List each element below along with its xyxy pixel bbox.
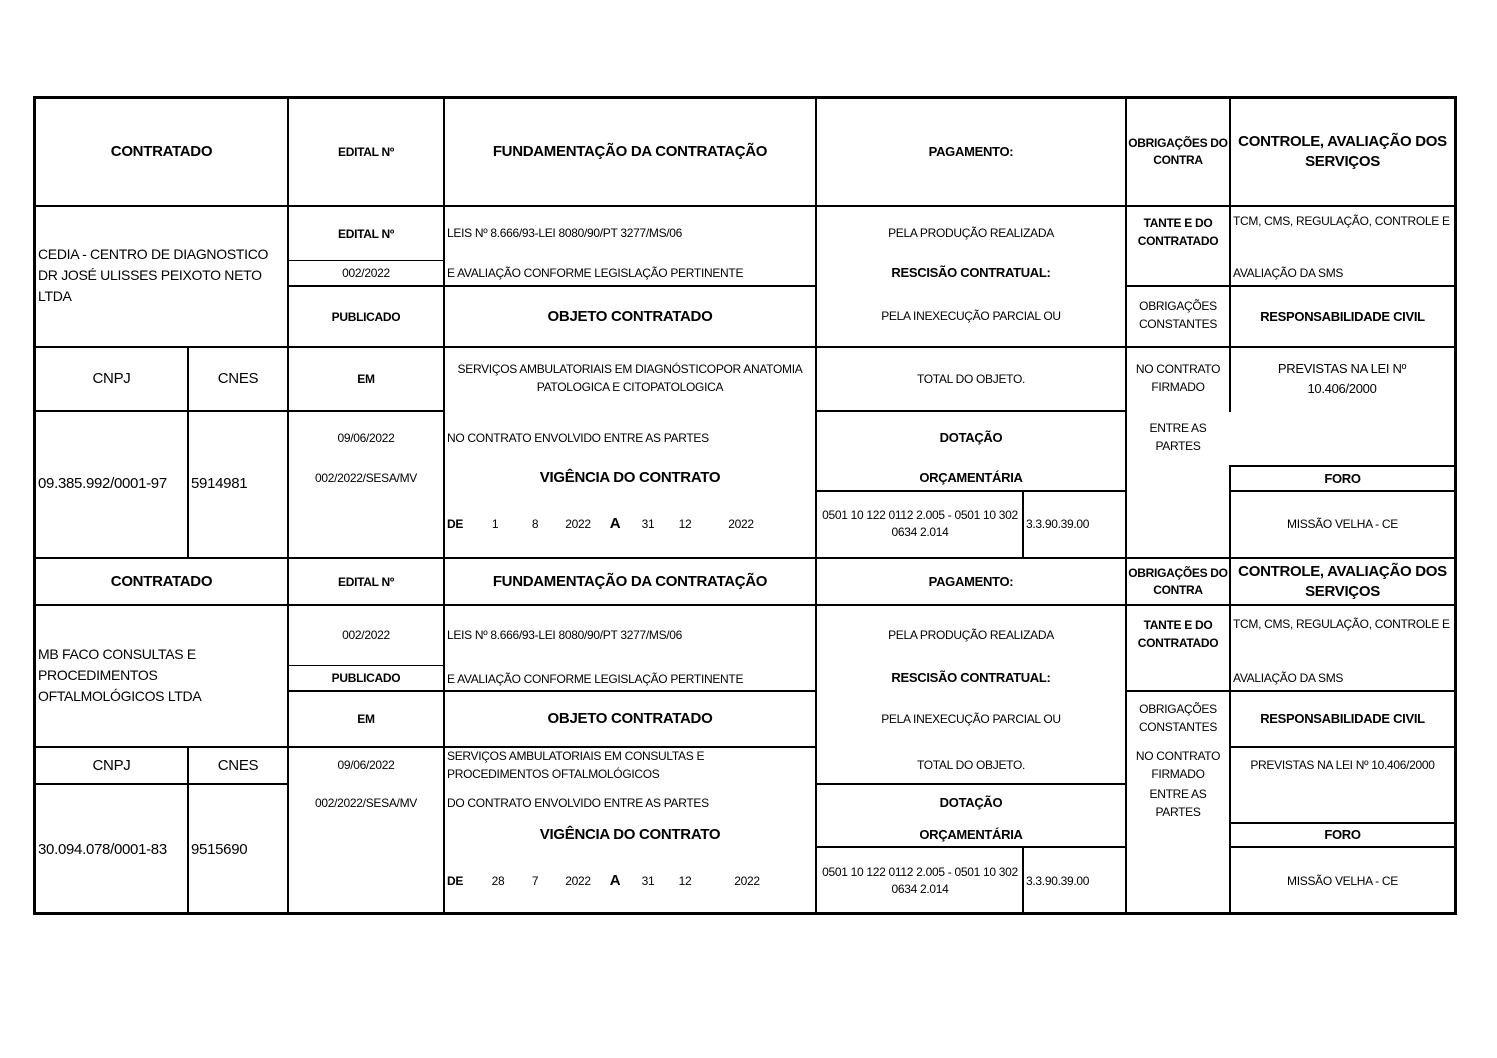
s1-obrig-partes: ENTRE AS PARTES xyxy=(1149,421,1207,453)
s1-dotacao-code: 0501 10 122 0112 2.005 - 0501 10 302 0634 2.014 xyxy=(822,508,1018,539)
s2-vig-m2: 12 xyxy=(678,874,692,888)
s2-pagamento-header: PAGAMENTO: xyxy=(928,573,1014,589)
s2-vig-a: A xyxy=(609,872,621,889)
s1-objeto-header: OBJETO CONTRATADO xyxy=(547,307,713,325)
s1-vig-m1: 8 xyxy=(531,517,539,531)
s2-header-line xyxy=(33,604,1457,606)
s2-publicado-date: 09/06/2022 xyxy=(337,758,395,772)
s2-objeto-header: OBJETO CONTRATADO xyxy=(547,710,713,727)
s2-dotacao-code: 0501 10 122 0112 2.005 - 0501 10 302 0634 2.014 xyxy=(822,865,1018,896)
s2-vig-m1: 7 xyxy=(531,874,539,888)
s1-vig-m2: 12 xyxy=(678,517,692,531)
s1-vigencia-header: VIGÊNCIA DO CONTRATO xyxy=(539,469,721,486)
s2-cnpj-label: CNPJ xyxy=(92,756,131,774)
s2-avaliacao-line: E AVALIAÇÃO CONFORME LEGISLAÇÃO PERTINENTE xyxy=(447,672,744,686)
s1-dotacao-elemento: 3.3.90.39.00 xyxy=(1026,517,1090,531)
s1-rescisao-header: RESCISÃO CONTRATUAL: xyxy=(891,265,1051,280)
s2-obrig-constantes: OBRIGAÇÕES CONSTANTES xyxy=(1138,702,1218,734)
s1-obrig-tante: TANTE E DO CONTRATADO xyxy=(1137,216,1219,248)
s2-em-label: EM xyxy=(357,712,375,726)
s2-cnpj-value: 30.094.078/0001-83 xyxy=(38,841,167,858)
s2-cnes-label: CNES xyxy=(217,756,259,774)
s2-line-g xyxy=(33,783,289,785)
s2-obrig-tante: TANTE E DO CONTRATADO xyxy=(1137,618,1219,650)
s1-obrig-constantes: OBRIGAÇÕES CONSTANTES xyxy=(1138,299,1218,331)
s1-resp-text: PREVISTAS NA LEI Nº 10.406/2000 xyxy=(1277,361,1407,396)
s1-obrig-firmado: NO CONTRATO FIRMADO xyxy=(1135,362,1221,394)
s1-vig-d1: 1 xyxy=(491,517,499,531)
s2-dotacao-1: DOTAÇÃO xyxy=(939,795,1003,810)
s2-controle-line2: AVALIAÇÃO DA SMS xyxy=(1233,671,1344,685)
s2-controle-line1: TCM, CMS, REGULAÇÃO, CONTROLE E xyxy=(1233,617,1450,631)
s2-vig-y1: 2022 xyxy=(565,874,591,888)
border-left xyxy=(33,96,36,915)
s2-contratado-header: CONTRATADO xyxy=(110,572,213,590)
border-bottom xyxy=(33,912,1457,915)
s2-contrato-partes: DO CONTRATO ENVOLVIDO ENTRE AS PARTES xyxy=(447,796,709,810)
s1-edital-header: EDITAL Nº xyxy=(338,145,394,159)
s2-vig-y2: 2022 xyxy=(734,874,760,888)
s1-controle-line1: TCM, CMS, REGULAÇÃO, CONTROLE E xyxy=(1233,214,1450,228)
s2-contratado-name: MB FACO CONSULTAS E PROCEDIMENTOS OFTALMOLÓGICOS LTDA xyxy=(38,646,202,704)
s1-contrato-partes: NO CONTRATO ENVOLVIDO ENTRE AS PARTES xyxy=(447,431,709,445)
s1-cnpj-value: 09.385.992/0001-97 xyxy=(38,475,167,492)
s2-obrig-partes: ENTRE AS PARTES xyxy=(1149,787,1207,819)
s1-edital-code: 002/2022/SESA/MV xyxy=(315,471,417,485)
s2-fundamentacao-header: FUNDAMENTAÇÃO DA CONTRATAÇÃO xyxy=(492,572,768,590)
s1-cnes-label: CNES xyxy=(217,370,259,387)
s2-cnes-value: 9515690 xyxy=(191,841,248,858)
s1-fundamentacao-header: FUNDAMENTAÇÃO DA CONTRATAÇÃO xyxy=(492,143,768,160)
s2-line-f xyxy=(1229,746,1457,748)
s2-edital-code: 002/2022/SESA/MV xyxy=(315,796,417,810)
s2-leis-line: LEIS Nº 8.666/93-LEI 8080/90/PT 3277/MS/06 xyxy=(447,628,683,642)
s2-publicado-label: PUBLICADO xyxy=(331,671,401,685)
s1-objeto-text: SERVIÇOS AMBULATORIAIS EM DIAGNÓSTICOPOR ANATOMIA PATOLOGICA E CITOPATOLOGICA xyxy=(457,362,803,394)
s1-controle-header: CONTROLE, AVALIAÇÃO DOS SERVIÇOS xyxy=(1238,133,1447,170)
s1-avaliacao-line: E AVALIAÇÃO CONFORME LEGISLAÇÃO PERTINENTE xyxy=(447,266,744,280)
s1-pagamento-header: PAGAMENTO: xyxy=(928,144,1014,159)
s2-vig-d1: 28 xyxy=(491,874,505,888)
s1-dotacao-2: ORÇAMENTÁRIA xyxy=(919,470,1023,485)
s2-pagamento-line: PELA PRODUÇÃO REALIZADA xyxy=(888,628,1054,642)
s2-vig-d2: 31 xyxy=(641,874,655,888)
s1-header-line xyxy=(33,205,1457,207)
s1-publicado-date: 09/06/2022 xyxy=(337,431,395,445)
s2-dotacao-elemento: 3.3.90.39.00 xyxy=(1026,874,1090,888)
s2-edital-header: EDITAL Nº xyxy=(338,574,394,589)
s2-foro-header: FORO xyxy=(1324,827,1361,842)
s1-resp-header: RESPONSABILIDADE CIVIL xyxy=(1260,308,1425,324)
s2-vigencia-header: VIGÊNCIA DO CONTRATO xyxy=(539,826,721,843)
s2-obrig-firmado: NO CONTRATO FIRMADO xyxy=(1135,749,1221,781)
s1-line-i xyxy=(1229,490,1457,492)
s1-foro-header: FORO xyxy=(1324,470,1361,486)
s1-line-f xyxy=(815,410,1127,412)
s1-dotacao-1: DOTAÇÃO xyxy=(939,430,1003,445)
s2-resp-header: RESPONSABILIDADE CIVIL xyxy=(1260,711,1425,726)
s2-obrigacoes-header: OBRIGAÇÕES DO CONTRA xyxy=(1128,565,1228,597)
s1-rescisao-1: PELA INEXECUÇÃO PARCIAL OU xyxy=(881,309,1061,323)
s2-controle-header: CONTROLE, AVALIAÇÃO DOS SERVIÇOS xyxy=(1238,562,1447,600)
s1-rescisao-2: TOTAL DO OBJETO. xyxy=(916,372,1026,386)
s2-rescisao-header: RESCISÃO CONTRATUAL: xyxy=(891,670,1051,685)
s1-line-e xyxy=(33,410,445,412)
s1-leis-line: LEIS Nº 8.666/93-LEI 8080/90/PT 3277/MS/06 xyxy=(447,226,683,240)
s1-vig-y2: 2022 xyxy=(728,517,754,531)
s2-line-k xyxy=(1229,846,1457,848)
s2-line-h xyxy=(815,783,1127,785)
s2-rescisao-1: PELA INEXECUÇÃO PARCIAL OU xyxy=(881,712,1061,726)
s2-objeto-text: SERVIÇOS AMBULATORIAIS EM CONSULTAS E PROCEDIMENTOS OFTALMOLÓGICOS xyxy=(447,749,705,781)
s1-contratado-header: CONTRATADO xyxy=(110,143,213,160)
s1-em-label: EM xyxy=(357,372,375,386)
s1-publicado-label: PUBLICADO xyxy=(331,309,401,324)
s2-vig-de: DE xyxy=(447,874,464,888)
s2-dotacao-2: ORÇAMENTÁRIA xyxy=(919,827,1023,842)
s1-vig-a: A xyxy=(609,515,621,532)
s2-line-j xyxy=(815,846,1127,848)
s2-edital-number: 002/2022 xyxy=(342,628,390,642)
s1-edital-label: EDITAL Nº xyxy=(338,226,394,241)
s1-foro-text: MISSÃO VELHA - CE xyxy=(1287,517,1398,531)
s1-pagamento-line: PELA PRODUÇÃO REALIZADA xyxy=(888,226,1054,240)
s1-obrigacoes-header: OBRIGAÇÕES DO CONTRA xyxy=(1128,136,1228,167)
s1-cnes-value: 5914981 xyxy=(191,475,248,492)
s1-line-h xyxy=(815,490,1127,492)
s2-rescisao-2: TOTAL DO OBJETO. xyxy=(916,758,1026,772)
s1-vig-d2: 31 xyxy=(641,517,655,531)
s1-edital-number: 002/2022 xyxy=(342,266,390,280)
border-right xyxy=(1454,96,1457,915)
s1-contratado-name: CEDIA - CENTRO DE DIAGNOSTICO DR JOSÉ ULISSES PEIXOTO NETO LTDA xyxy=(38,246,269,304)
s1-vig-y1: 2022 xyxy=(565,517,591,531)
s1-vig-de: DE xyxy=(447,517,464,531)
s2-foro-text: MISSÃO VELHA - CE xyxy=(1287,874,1398,888)
s2-resp-text: PREVISTAS NA LEI Nº 10.406/2000 xyxy=(1250,758,1435,772)
s1-cnpj-label: CNPJ xyxy=(92,370,131,387)
s1-controle-line2: AVALIAÇÃO DA SMS xyxy=(1233,266,1344,280)
